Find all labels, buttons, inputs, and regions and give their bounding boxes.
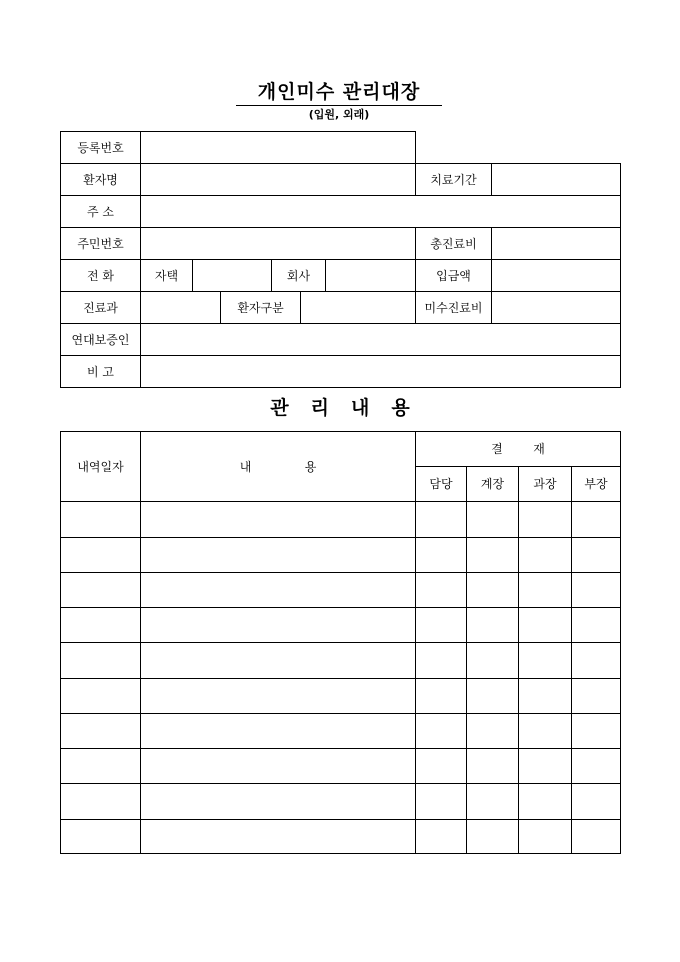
treatment-period-field[interactable]	[492, 164, 620, 195]
management-section-title	[0, 396, 680, 420]
address-field[interactable]	[141, 196, 620, 227]
col-content-text: 내 용	[239, 459, 317, 474]
address-label: 주 소	[87, 204, 114, 219]
home-phone-label: 자택	[154, 268, 179, 283]
guarantor-label: 연대보증인	[71, 332, 130, 347]
treatment-period-label: 치료기간	[430, 172, 477, 187]
phone-label: 전 화	[87, 268, 114, 283]
col-approval-text: 결 재	[491, 442, 545, 456]
patient-type-field[interactable]	[301, 292, 415, 323]
company-phone-field[interactable]	[326, 260, 415, 291]
department-field[interactable]	[141, 292, 220, 323]
patient-name-field[interactable]	[141, 164, 415, 195]
remarks-label: 비 고	[87, 364, 114, 379]
section-title-char: 용	[391, 397, 410, 419]
company-phone-label: 회사	[286, 268, 311, 283]
registration-no-field[interactable]	[141, 132, 415, 163]
section-title-char: 리	[310, 397, 329, 419]
unpaid-fee-field[interactable]	[492, 292, 620, 323]
document-subtitle: (입원, 외래)	[308, 108, 370, 121]
home-phone-field[interactable]	[193, 260, 271, 291]
approver-header: 부장	[584, 477, 608, 491]
patient-type-label: 환자구분	[237, 300, 284, 315]
remarks-field[interactable]	[141, 356, 620, 387]
resident-no-field[interactable]	[141, 228, 415, 259]
guarantor-field[interactable]	[141, 324, 620, 355]
total-fee-label: 총진료비	[430, 236, 477, 251]
payment-field[interactable]	[492, 260, 620, 291]
section-title-char: 관	[270, 397, 289, 419]
registration-no-label: 등록번호	[77, 140, 124, 155]
document-title: 개인미수 관리대장	[236, 80, 442, 106]
patient-name-label: 환자명	[83, 172, 118, 187]
col-date-header: 내역일자	[77, 459, 124, 474]
col-approval-header	[416, 432, 620, 466]
section-title-char: 내	[351, 397, 370, 419]
approver-header: 담당	[429, 477, 453, 491]
approver-header: 과장	[533, 477, 557, 491]
col-content-header	[141, 432, 415, 501]
approver-header: 계장	[480, 477, 505, 491]
payment-label: 입금액	[436, 268, 471, 283]
unpaid-fee-label: 미수진료비	[424, 300, 483, 315]
resident-no-label: 주민번호	[77, 236, 124, 251]
total-fee-field[interactable]	[492, 228, 620, 259]
department-label: 진료과	[83, 300, 118, 315]
